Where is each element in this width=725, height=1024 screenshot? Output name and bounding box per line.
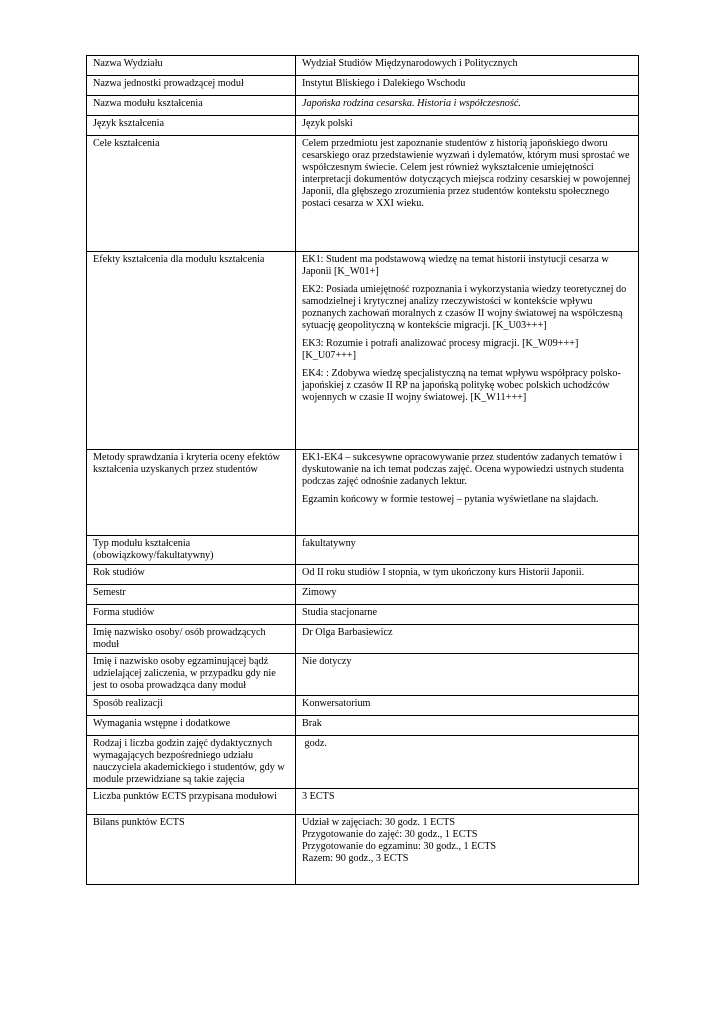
row-value: Od II roku studiów I stopnia, w tym ukończony kurs Historii Japonii. (296, 565, 639, 585)
row-label: Cele kształcenia (87, 136, 296, 252)
row-value: Brak (296, 716, 639, 736)
outcome-ek1: EK1: Student ma podstawową wiedzę na temat historii instytucji cesarza w Japonii [K_W01+] (302, 254, 609, 277)
row-value: Nie dotyczy (296, 654, 639, 696)
row-value: Japońska rodzina cesarska. Historia i współczesność. (296, 96, 639, 116)
table-row-ects (87, 789, 639, 815)
row-value: Konwersatorium (296, 696, 639, 716)
table-row-learning-outcomes (87, 252, 639, 450)
table-row-faculty (87, 56, 639, 76)
row-label: Imię nazwisko osoby/ osób prowadzących moduł (87, 625, 296, 654)
table-row-ects-balance (87, 815, 639, 885)
outcome-ek2: EK2: Posiada umiejętność rozpoznania i wykorzystania wiedzy teoretycznej do samodzielnej i krytycznej analizy rzeczywistości w kontekście wpływu poznanych zachowań moralnych z czasów II wojny światowej na współczesną sytuację geopolityczną w kontekście migracji. [K_U03+++] (302, 284, 627, 331)
ects-line-total: Razem: 90 godz., 3 ECTS (302, 853, 409, 864)
row-label: Sposób realizacji (87, 696, 296, 716)
row-label: Język kształcenia (87, 116, 296, 136)
table-row-requirements (87, 716, 639, 736)
table-row-module-name (87, 96, 639, 116)
outcome-ek4: EK4: : Zdobywa wiedzę specjalistyczną na temat wpływu współpracy polsko-japońskiej z czasów II RP na japońską politykę wobec polskich uchodźców wojennych w czasie II wojny światowej. [K_W11+++] (302, 368, 621, 403)
table-row-contact-hours (87, 736, 639, 789)
row-label: Forma studiów (87, 605, 296, 625)
row-value: Zimowy (296, 585, 639, 605)
row-value: Studia stacjonarne (296, 605, 639, 625)
row-value: Dr Olga Barbasiewicz (296, 625, 639, 654)
table-row-language (87, 116, 639, 136)
row-value: Instytut Bliskiego i Dalekiego Wschodu (296, 76, 639, 96)
row-value: Język polski (296, 116, 639, 136)
table-row-unit (87, 76, 639, 96)
row-label: Efekty kształcenia dla modułu kształcenia (87, 252, 296, 450)
module-description-table (86, 55, 639, 885)
table-row-assessment (87, 450, 639, 536)
ects-line-preparation: Przygotowanie do zajęć: 30 godz., 1 ECTS (302, 829, 478, 840)
row-label: Semestr (87, 585, 296, 605)
row-value: fakultatywny (296, 536, 639, 565)
table-row-examiner (87, 654, 639, 696)
row-label: Nazwa modułu kształcenia (87, 96, 296, 116)
table-row-study-year (87, 565, 639, 585)
syllabus-page (86, 55, 638, 885)
row-label: Rodzaj i liczba godzin zajęć dydaktycznych wymagających bezpośredniego udziału nauczyciela akademickiego i studentów, gdy w module przewidziane są takie zajęcia (87, 736, 296, 789)
ects-line-classes: Udział w zajęciach: 30 godz. 1 ECTS (302, 817, 456, 828)
row-value (296, 450, 639, 536)
row-label: Bilans punktów ECTS (87, 815, 296, 885)
row-value: 3 ECTS (296, 789, 639, 815)
ects-line-exam-prep: Przygotowanie do egzaminu: 30 godz., 1 ECTS (302, 841, 497, 852)
row-label: Metody sprawdzania i kryteria oceny efektów kształcenia uzyskanych przez studentów (87, 450, 296, 536)
assessment-method: EK1-EK4 – sukcesywne opracowywanie przez studentów zadanych tematów i dyskutowanie na ich temat podczas zajęć. Ocena wypowiedzi ustnych studenta podczas zajęć odnośnie zadanych lektur. (302, 452, 624, 487)
table-row-study-form (87, 605, 639, 625)
row-value: Celem przedmiotu jest zapoznanie studentów z historią japońskiego dworu cesarskiego oraz przedstawienie wyzwań i dylematów, którym musi sprostać we współczesnym świecie. Celem jest również wykształcenie umiejętności interpretacji dokumentów dotyczących miejsca rodziny cesarskiej w powojennej Japonii, dla głębszego zrozumienia przez studentów kontekstu społecznego postaci cesarza w XXI wieku. (296, 136, 639, 252)
final-exam: Egzamin końcowy w formie testowej – pytania wyświetlane na slajdach. (302, 494, 599, 505)
row-value: Wydział Studiów Międzynarodowych i Politycznych (296, 56, 639, 76)
row-label: Nazwa Wydziału (87, 56, 296, 76)
row-value: godz. (296, 736, 639, 789)
outcome-ek3: EK3: Rozumie i potrafi analizować procesy migracji. [K_W09+++] [K_U07+++] (302, 338, 579, 361)
row-label: Liczba punktów ECTS przypisana modułowi (87, 789, 296, 815)
row-label: Typ modułu kształcenia (obowiązkowy/fakultatywny) (87, 536, 296, 565)
table-row-goals (87, 136, 639, 252)
row-value (296, 252, 639, 450)
row-label: Wymagania wstępne i dodatkowe (87, 716, 296, 736)
row-label: Imię i nazwisko osoby egzaminującej bądź udzielającej zaliczenia, w przypadku gdy nie jest to osoba prowadząca dany moduł (87, 654, 296, 696)
row-value (296, 815, 639, 885)
row-label: Rok studiów (87, 565, 296, 585)
table-row-delivery-method (87, 696, 639, 716)
table-row-instructor (87, 625, 639, 654)
row-label: Nazwa jednostki prowadzącej moduł (87, 76, 296, 96)
table-row-module-type (87, 536, 639, 565)
table-row-semester (87, 585, 639, 605)
